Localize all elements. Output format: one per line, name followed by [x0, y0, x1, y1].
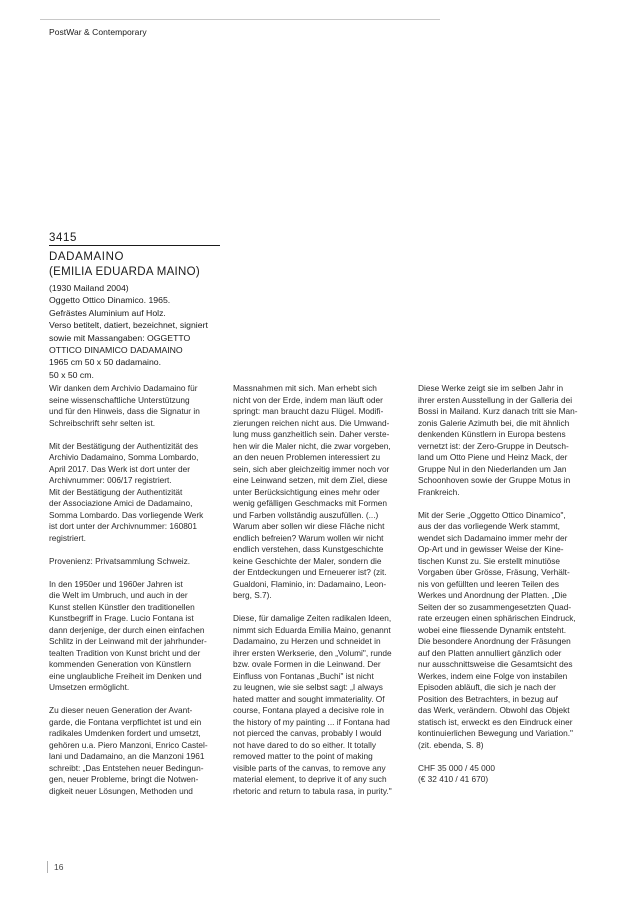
lot-divider [49, 245, 220, 246]
detail-line: Verso betitelt, datiert, bezeichnet, signiert [49, 320, 208, 331]
text-line: tealten Tradition von Kunst bricht und der [49, 647, 201, 658]
page-marker [47, 861, 48, 873]
text-line: auf den Platten annulliert gänzlich oder [418, 647, 562, 658]
text-line: an den neuen Problemen interessiert zu [233, 452, 381, 462]
detail-line: (1930 Mailand 2004) [49, 283, 129, 293]
text-line: Mit der Serie „Oggetto Ottico Dinamico", [418, 509, 566, 520]
lot-number: 3415 [49, 232, 77, 244]
text-line: und Farben vollständig auszufüllen. (...) [233, 509, 379, 520]
text-line: Archivnummer: 006/17 registriert. [49, 475, 172, 485]
paragraph-gap [418, 751, 590, 763]
text-line: seine wissenschaftliche Unterstützung [49, 394, 190, 405]
text-line: tischen Kunst zu. Sie erstellt minutiöse [418, 555, 561, 566]
artist-fullname: (EMILIA EDUARDA MAINO) [49, 266, 201, 278]
text-line: zu leugnen, wie sie selbst sagt: „I always [233, 682, 383, 692]
text-line: und für den Hinweis, dass die Signatur in [49, 406, 200, 416]
text-line: zierungen reichen nicht aus. Die Umwand- [233, 417, 390, 428]
paragraph-gap [49, 694, 221, 706]
text-line: Vorgaben über Grösse, Fräsung, Verhält- [418, 567, 570, 577]
text-line: Dadamaino, zu Herzen und schneidet in [233, 636, 381, 646]
text-line: Einfluss von Fontanas „Buchi" ist nicht [233, 670, 374, 681]
text-line: Schreibschrift sehr selten ist. [49, 417, 156, 428]
text-line: dann derjenige, der durch einen einfachen [49, 624, 205, 635]
detail-line: Gefrästes Aluminium auf Holz. [49, 307, 166, 318]
text-line: the history of my painting ... if Fontana had [233, 716, 390, 727]
text-line: wendet sich Dadamaino immer mehr der [418, 532, 568, 543]
text-line: (zit. ebenda, S. 8) [418, 739, 484, 750]
text-line: April 2017. Das Werk ist dort unter der [49, 463, 190, 474]
text-line: nimmt sich Eduarda Emilia Maino, genannt [233, 624, 391, 635]
text-line: wenig gefälligen Geschmacks mit Formen [233, 498, 388, 508]
price-eur: (€ 32 410 / 41 670) [418, 774, 489, 784]
text-line: Zu dieser neuen Generation der Avant- [49, 705, 193, 715]
text-line: der Entdeckungen und Erneuerer ist? (zit. [233, 567, 387, 577]
text-line: radikales Umdenken fordert und umsetzt, [49, 728, 201, 738]
text-line: In den 1950er und 1960er Jahren ist [49, 578, 183, 589]
text-line: digkeit neuer Lösungen, Methoden und [49, 785, 193, 796]
text-line: garde, die Fontana verpflichtet ist und ein [49, 716, 202, 727]
text-line: sein, sich aber gleichzeitig immer noch vor [233, 463, 390, 474]
text-line: schreibt: „Das Entstehen neuer Bedingun- [49, 762, 204, 773]
text-line: Diese Werke zeigt sie im selben Jahr in [418, 383, 564, 393]
text-line: endlich verstehen, dass Kunstgeschichte [233, 544, 384, 554]
text-line: Gualdoni, Flaminio, in: Dadamaino, Leon- [233, 578, 387, 589]
text-line: wobei eine fliessende Dynamik entsteht. [418, 624, 567, 635]
text-line: Massnahmen mit sich. Man erhebt sich [233, 383, 377, 393]
text-line: nicht von der Erde, indem man läuft oder [233, 394, 383, 405]
text-line: Position des Betrachters, in bezug auf [418, 693, 558, 704]
paragraph-gap [49, 429, 221, 441]
header-rule [40, 19, 440, 20]
text-line: Warum aber sollen wir diese Fläche nicht [233, 521, 385, 531]
lot-details [49, 282, 224, 381]
text-line: removed matter to the point of making [233, 751, 373, 761]
text-line: Umsetzen ermöglicht. [49, 682, 130, 692]
text-line: Frankreich. [418, 486, 460, 497]
paragraph-gap [49, 567, 221, 579]
text-line: Werkes und Anordnung der Platten. „Die [418, 590, 567, 600]
text-line: Op-Art und in gewisser Weise der Kine- [418, 544, 564, 554]
text-line: ihrer ersten Werkserie, den „Volumi", runde [233, 647, 392, 658]
text-line: gen, neuer Probleme, bringt die Notwen- [49, 774, 199, 784]
lot-block [49, 231, 224, 381]
text-line: nis von gefüllten und leeren Teilen des [418, 578, 559, 589]
text-line: Schoonhoven sowie der Gruppe Motus in [418, 475, 571, 485]
text-line: Gruppe Nul in den Niederlanden um Jan [418, 463, 567, 474]
artist-name: DADAMAINO [49, 251, 125, 263]
text-line: rhetoric and return to tabula rasa, in purity." [233, 785, 392, 796]
text-line: ist dort unter der Archivnummer: 160801 [49, 521, 198, 531]
text-line: Mit der Bestätigung der Authentizität des [49, 440, 198, 451]
text-line: Diese, für damalige Zeiten radikalen Ideen, [233, 613, 392, 623]
text-line: denkenden Künstlern in Europa bestens [418, 429, 566, 439]
text-line: registriert. [49, 532, 86, 543]
text-line: kommenden Generation von Künstlern [49, 659, 192, 669]
text-line: bzw. ovale Formen in die Leinwand. Der [233, 659, 381, 669]
paragraph-gap [233, 602, 405, 614]
price-estimate [418, 763, 590, 786]
text-line: keine Geschichte der Maler, sondern die [233, 555, 382, 566]
detail-line: Oggetto Ottico Dinamico. 1965. [49, 295, 171, 306]
text-line: not pierced the canvas, probably I would [233, 728, 382, 738]
price-chf: CHF 35 000 / 45 000 [418, 762, 496, 773]
paragraph-gap [418, 498, 590, 510]
text-line: eine Leinwand setzen, mit dem Ziel, diese [233, 475, 388, 485]
text-line: visible parts of the canvas, to remove any [233, 762, 386, 773]
text-line: berg, S.7). [233, 590, 272, 600]
detail-line: OTTICO DINAMICO DADAMAINO [49, 345, 183, 356]
detail-line: sowie mit Massangaben: OGGETTO [49, 332, 191, 343]
page-number: 16 [54, 862, 64, 872]
text-line: Seiten der so zusammengesetzten Quad- [418, 601, 572, 612]
text-line: ihrer ersten Ausstellung in der Galleria dei [418, 394, 573, 405]
text-line: aus der das vorliegende Werk stammt, [418, 521, 560, 531]
text-line: das Werk, verändern. Obwohl das Objekt [418, 705, 570, 715]
text-line: gehören u.a. Piero Manzoni, Enrico Castel- [49, 739, 208, 750]
text-line: Kunstbegriff in Frage. Lucio Fontana ist [49, 613, 194, 623]
text-line: Mit der Bestätigung der Authentizität [49, 486, 183, 497]
text-line: Bossi in Mailand. Kurz danach tritt sie Man- [418, 406, 578, 416]
section-title: PostWar & Contemporary [49, 27, 147, 37]
text-line: land um Otto Piene und Heinz Mack, der [418, 452, 568, 462]
text-line: Archivio Dadamaino, Somma Lombardo, [49, 452, 199, 462]
text-line: lung muss ganzheitlich sein. Daher verste- [233, 429, 390, 439]
detail-line: 1965 cm 50 x 50 dadamaino. [49, 357, 162, 368]
text-line: Werkes, indem eine Folge von instabilen [418, 670, 568, 681]
text-line: Episoden abläuft, die sich je nach der [418, 682, 556, 692]
paragraph-gap [49, 544, 221, 556]
text-column-2 [233, 383, 405, 797]
text-line: springt: man braucht dazu Flügel. Modifi- [233, 406, 384, 416]
text-line: material element, to deprive it of any such [233, 774, 387, 784]
text-line: der Associazione Amici de Dadamaino, [49, 498, 193, 508]
text-line: nur ausschnittsweise die Gesamtsicht des [418, 659, 573, 669]
text-line: not have dared to do so either. It totally [233, 739, 376, 750]
text-column-1 [49, 383, 221, 797]
text-line: Kunst stellen Künstler den traditionellen [49, 601, 195, 612]
text-line: Somma Lombardo. Das vorliegende Werk [49, 509, 204, 520]
text-column-3 [418, 383, 590, 786]
text-line: hen wir die Maler nicht, die zwar vorgeben, [233, 440, 391, 451]
text-line: rate erzeugen einen sphärischen Eindruck, [418, 613, 576, 623]
text-line: lani und Dadamaino, an die Manzoni 1961 [49, 751, 205, 761]
text-line: course, Fontana played a decisive role in [233, 705, 384, 715]
text-line: Wir danken dem Archivio Dadamaino für [49, 383, 198, 393]
text-line: Schlitz in der Leinwand mit der jahrhunder- [49, 636, 207, 646]
detail-line: 50 x 50 cm. [49, 369, 94, 380]
text-line: Provenienz: Privatsammlung Schweiz. [49, 555, 191, 566]
text-line: statisch ist, erweckt es den Eindruck einer [418, 716, 573, 727]
text-line: die Welt im Umbruch, und auch in der [49, 590, 188, 600]
text-line: kontinuierlichen Bewegung und Variation." [418, 728, 574, 738]
text-line: unter Berücksichtigung eines mehr oder [233, 486, 380, 497]
text-line: zonis Galerie Azimuth bei, die mit ähnlich [418, 417, 570, 428]
text-line: endlich befreien? Warum wollen wir nicht [233, 532, 384, 543]
text-line: Die besondere Anordnung der Fräsungen [418, 636, 571, 646]
text-line: vernetzt ist: der Zero-Gruppe in Deutsch- [418, 440, 569, 451]
text-line: eine unglaubliche Freiheit im Denken und [49, 670, 202, 681]
text-line: hated matter and sought immateriality. Of [233, 693, 385, 704]
